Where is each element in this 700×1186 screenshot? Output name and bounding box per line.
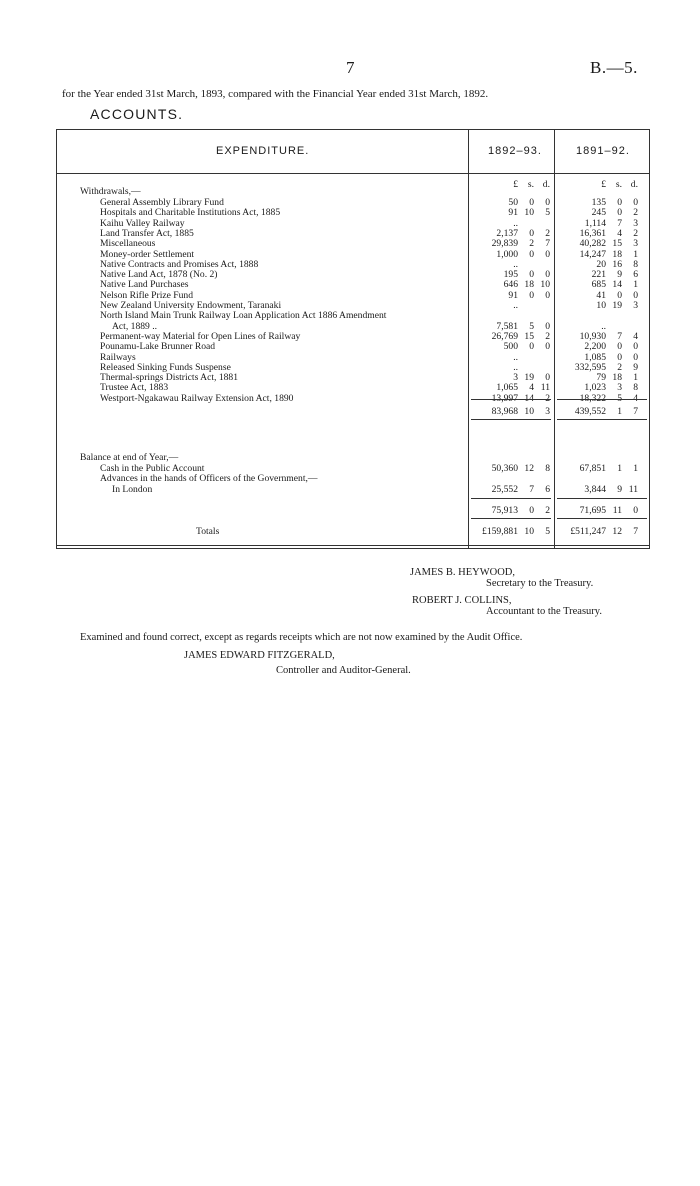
- withdrawal-4-y1-shillings: 2: [529, 238, 534, 250]
- balance-total-row: [56, 505, 650, 517]
- withdrawal-7-y1-shillings: 0: [529, 269, 534, 281]
- withdrawals-total-y2-shillings: 1: [617, 406, 622, 417]
- withdrawal-13-y1-shillings: 15: [524, 330, 534, 342]
- balance-2-y2-pence: 11: [628, 484, 638, 495]
- withdrawal-3-y1-pence: 2: [545, 227, 550, 239]
- balance-subtotal-rule-y2: [557, 498, 647, 499]
- balance-total-y1-shillings: 0: [529, 505, 534, 516]
- withdrawal-13-y2-shillings: 7: [617, 330, 622, 342]
- balance-2-y2-pounds: 3,844: [584, 484, 606, 495]
- balance-total-under-y2: [557, 518, 647, 519]
- withdrawal-0-y1-shillings: 0: [529, 197, 534, 208]
- withdrawal-0-y1-pence: 0: [545, 197, 550, 208]
- balance-total-y1-pence: 2: [545, 505, 550, 516]
- withdrawal-2-y2-pence: 3: [633, 217, 638, 229]
- table-row: [56, 484, 650, 496]
- withdrawal-5-y2-pence: 1: [633, 248, 638, 260]
- withdrawal-7-y2-pounds: 221: [591, 269, 606, 281]
- withdrawal-13-y2-pence: 4: [633, 330, 638, 342]
- balance-0-y1-shillings: 12: [524, 463, 534, 474]
- withdrawal-3-y1-shillings: 0: [529, 227, 534, 239]
- withdrawal-4-y2-pounds: 40,282: [579, 238, 606, 250]
- withdrawals-total-row: [56, 406, 650, 418]
- withdrawals-subtotal-rule-y2: [557, 399, 647, 400]
- withdrawal-5-y2-shillings: 18: [612, 248, 622, 260]
- currency-header-y1-pence: d.: [542, 179, 550, 190]
- withdrawal-9-y2-pounds: 41: [596, 289, 606, 301]
- withdrawal-12-y1-pounds: 7,581: [496, 320, 518, 332]
- audit-statement: Examined and found correct, except as regards receipts which are not now examined by the Audit Office.: [80, 632, 523, 643]
- document-reference: B.—5.: [590, 58, 638, 77]
- table-bottom-rule-double: [56, 548, 650, 549]
- currency-header-y1-shillings: s.: [527, 179, 534, 190]
- withdrawal-3-y1-pounds: 2,137: [496, 227, 518, 239]
- withdrawal-4-y2-shillings: 15: [612, 238, 622, 250]
- withdrawal-17-y1-shillings: 19: [524, 372, 534, 384]
- withdrawal-18-y2-shillings: 3: [617, 382, 622, 394]
- withdrawal-4-y2-pence: 3: [633, 238, 638, 250]
- table-row-label: Released Sinking Funds Suspense: [100, 361, 231, 373]
- table-row-label: Native Land Purchases: [100, 279, 189, 291]
- table-row-label: Act, 1889 ..: [112, 320, 158, 332]
- withdrawal-5-y2-pounds: 14,247: [579, 248, 606, 260]
- signatory-2-name: ROBERT J. COLLINS,: [412, 595, 512, 606]
- withdrawal-17-y2-pence: 1: [633, 372, 638, 384]
- header-year-1892-93: 1892–93.: [488, 145, 542, 157]
- balance-0-y2-pence: 1: [633, 463, 638, 474]
- table-bottom-rule: [56, 545, 650, 546]
- withdrawal-15-y2-pounds: 1,085: [584, 351, 606, 363]
- currency-header-y1-pounds: £: [513, 179, 518, 190]
- balance-0-y1-pounds: 50,360: [491, 463, 518, 474]
- withdrawal-5-y1-shillings: 0: [529, 248, 534, 260]
- withdrawal-1-y2-pounds: 245: [591, 207, 606, 219]
- withdrawals-total-y2-pounds: 439,552: [574, 406, 606, 417]
- grand-total-y1-pounds: £159,881: [482, 526, 518, 537]
- withdrawal-13-y1-pounds: 26,769: [491, 330, 518, 342]
- withdrawal-16-y2-pounds: 332,595: [574, 361, 606, 373]
- signatory-1-title: Secretary to the Treasury.: [486, 578, 594, 589]
- withdrawal-17-y2-shillings: 18: [612, 372, 622, 384]
- withdrawal-4-y1-pence: 7: [545, 238, 550, 250]
- grand-total-row: [56, 526, 650, 538]
- balance-2-y1-shillings: 7: [529, 484, 534, 495]
- withdrawal-9-y2-shillings: 0: [617, 289, 622, 301]
- withdrawal-14-y1-pence: 0: [545, 341, 550, 353]
- balance-2-y1-pence: 6: [545, 484, 550, 495]
- withdrawal-18-y1-shillings: 4: [529, 382, 534, 394]
- withdrawal-10-y1-pounds: ..: [513, 300, 518, 311]
- withdrawal-3-y2-pence: 2: [633, 227, 638, 239]
- table-row-label: Native Contracts and Promises Act, 1888: [100, 258, 259, 270]
- withdrawal-18-y2-pence: 8: [633, 382, 638, 394]
- withdrawal-13-y1-pence: 2: [545, 330, 550, 342]
- withdrawal-8-y2-pounds: 685: [591, 279, 606, 291]
- auditor-name: JAMES EDWARD FITZGERALD,: [184, 650, 335, 661]
- withdrawal-6-y2-shillings: 16: [612, 258, 622, 270]
- withdrawal-18-y1-pence: 11: [540, 382, 550, 394]
- withdrawal-7-y1-pounds: 195: [503, 269, 518, 281]
- withdrawal-1-y2-pence: 2: [633, 207, 638, 219]
- withdrawal-6-y2-pounds: 20: [596, 258, 606, 270]
- withdrawal-9-y1-shillings: 0: [529, 289, 534, 301]
- withdrawals-heading-label: Withdrawals,—: [80, 186, 141, 197]
- balance-2-y1-pounds: 25,552: [491, 484, 518, 495]
- withdrawal-14-y2-pence: 0: [633, 341, 638, 353]
- withdrawal-3-y2-pounds: 16,361: [579, 227, 606, 239]
- table-row-label: North Island Main Trunk Railway Loan Application Act 1886 Amendment: [100, 310, 387, 322]
- withdrawal-0-y2-pounds: 135: [591, 197, 606, 208]
- signatory-1-name: JAMES B. HEYWOOD,: [410, 567, 515, 578]
- auditor-title: Controller and Auditor-General.: [276, 665, 411, 676]
- balance-0-y1-pence: 8: [545, 463, 550, 474]
- page-subtitle: [62, 88, 488, 100]
- currency-header-y2-pence: d.: [630, 179, 638, 190]
- withdrawal-12-y1-pence: 0: [545, 320, 550, 332]
- table-row-label: Nelson Rifle Prize Fund: [100, 289, 193, 301]
- subtitle-text: for the Year ended 31st March, 1893, compared with the Financial Year ended 31st March, 1892.: [62, 88, 489, 100]
- table-row-label: Pounamu-Lake Brunner Road: [100, 341, 216, 353]
- withdrawal-8-y2-shillings: 14: [612, 279, 622, 291]
- withdrawal-9-y2-pence: 0: [633, 289, 638, 301]
- page-number: 7: [346, 58, 355, 77]
- balance-2-y2-shillings: 9: [617, 484, 622, 495]
- balance-0-y2-shillings: 1: [617, 463, 622, 474]
- withdrawal-4-y1-pounds: 29,839: [491, 238, 518, 250]
- withdrawal-10-y2-pounds: 10: [596, 300, 606, 311]
- withdrawal-0-y2-shillings: 0: [617, 197, 622, 208]
- table-row-label: New Zealand University Endowment, Taranaki: [100, 300, 282, 311]
- grand-total-y1-shillings: 10: [524, 526, 534, 537]
- withdrawal-6-y2-pence: 8: [633, 258, 638, 270]
- section-title: ACCOUNTS.: [90, 106, 184, 122]
- header-year-1891-92: 1891–92.: [576, 145, 630, 157]
- withdrawals-total-y1-shillings: 10: [524, 406, 534, 417]
- table-row-label: Hospitals and Charitable Institutions Act, 1885: [100, 207, 281, 219]
- withdrawal-12-y2-pounds: ..: [601, 320, 606, 332]
- totals-label: Totals: [196, 526, 220, 537]
- withdrawal-17-y1-pounds: 3: [513, 372, 518, 384]
- header-expenditure: EXPENDITURE.: [216, 145, 310, 157]
- balance-total-y2-pence: 0: [633, 505, 638, 516]
- withdrawal-5-y1-pence: 0: [545, 248, 550, 260]
- table-row-label: Money-order Settlement: [100, 248, 195, 260]
- accounts-table: [56, 129, 650, 549]
- table-row-label: Thermal-springs Districts Act, 1881: [100, 372, 239, 384]
- withdrawal-1-y2-shillings: 0: [617, 207, 622, 219]
- withdrawal-1-y1-pence: 5: [545, 207, 550, 219]
- table-row-label: Land Transfer Act, 1885: [100, 227, 194, 239]
- withdrawal-10-y2-shillings: 19: [612, 300, 622, 311]
- balance-total-y1-pounds: 75,913: [491, 505, 518, 516]
- withdrawal-10-y2-pence: 3: [633, 300, 638, 311]
- withdrawal-18-y1-pounds: 1,065: [496, 382, 518, 394]
- table-row-label: Cash in the Public Account: [100, 463, 205, 474]
- withdrawal-8-y1-shillings: 18: [524, 279, 534, 291]
- withdrawal-17-y1-pence: 0: [545, 372, 550, 384]
- withdrawal-14-y2-shillings: 0: [617, 341, 622, 353]
- withdrawal-15-y1-pounds: ..: [513, 351, 518, 363]
- table-row-label: Native Land Act, 1878 (No. 2): [100, 269, 218, 281]
- withdrawal-7-y2-shillings: 9: [617, 269, 622, 281]
- withdrawals-total-under-y2: [557, 419, 647, 420]
- withdrawal-15-y2-shillings: 0: [617, 351, 622, 363]
- withdrawal-5-y1-pounds: 1,000: [496, 248, 518, 260]
- table-row-label: In London: [112, 484, 153, 495]
- withdrawal-14-y1-shillings: 0: [529, 341, 534, 353]
- withdrawal-2-y2-shillings: 7: [617, 217, 622, 229]
- withdrawal-16-y1-pounds: ..: [513, 361, 518, 373]
- balance-subtotal-rule-y1: [471, 498, 551, 499]
- withdrawal-9-y1-pounds: 91: [508, 289, 518, 301]
- signatory-2-title: Accountant to the Treasury.: [486, 606, 602, 617]
- withdrawal-18-y2-pounds: 1,023: [584, 382, 606, 394]
- table-row-label: Advances in the hands of Officers of the Government,—: [100, 473, 318, 484]
- table-row-label: Miscellaneous: [100, 238, 156, 250]
- withdrawal-1-y1-shillings: 10: [524, 207, 534, 219]
- table-top-rule: [56, 129, 650, 130]
- withdrawal-6-y1-pounds: ..: [513, 258, 518, 270]
- withdrawal-14-y2-pounds: 2,200: [584, 341, 606, 353]
- withdrawal-9-y1-pence: 0: [545, 289, 550, 301]
- withdrawal-7-y1-pence: 0: [545, 269, 550, 281]
- withdrawal-0-y1-pounds: 50: [508, 197, 518, 208]
- table-row-label: Westport-Ngakawau Railway Extension Act, 1890: [100, 392, 294, 404]
- withdrawal-8-y1-pence: 10: [540, 279, 550, 291]
- withdrawals-total-under-y1: [471, 419, 551, 420]
- table-row-label: Railways: [100, 351, 136, 363]
- withdrawal-2-y2-pounds: 1,114: [584, 217, 606, 229]
- balance-heading-label: Balance at end of Year,—: [80, 452, 179, 463]
- withdrawal-14-y1-pounds: 500: [503, 341, 518, 353]
- header-rule: [56, 173, 650, 174]
- grand-total-y1-pence: 5: [545, 526, 550, 537]
- table-row-label: Trustee Act, 1883: [100, 382, 169, 394]
- withdrawal-13-y2-pounds: 10,930: [579, 330, 606, 342]
- withdrawal-12-y1-shillings: 5: [529, 320, 534, 332]
- withdrawal-3-y2-shillings: 4: [617, 227, 622, 239]
- withdrawal-16-y2-shillings: 2: [617, 361, 622, 373]
- currency-header-y2-pounds: £: [601, 179, 606, 190]
- balance-0-y2-pounds: 67,851: [579, 463, 606, 474]
- withdrawal-16-y2-pence: 9: [633, 361, 638, 373]
- balance-total-y2-shillings: 11: [612, 505, 622, 516]
- table-row-label: Permanent-way Material for Open Lines of Railway: [100, 330, 301, 342]
- withdrawals-subtotal-rule-y1: [471, 399, 551, 400]
- withdrawal-8-y1-pounds: 646: [503, 279, 518, 291]
- grand-total-y2-pence: 7: [633, 526, 638, 537]
- withdrawals-total-y1-pounds: 83,968: [491, 406, 518, 417]
- withdrawals-total-y1-pence: 3: [545, 406, 550, 417]
- withdrawal-8-y2-pence: 1: [633, 279, 638, 291]
- withdrawals-total-y2-pence: 7: [633, 406, 638, 417]
- withdrawal-7-y2-pence: 6: [633, 269, 638, 281]
- grand-total-y2-shillings: 12: [612, 526, 622, 537]
- withdrawal-0-y2-pence: 0: [633, 197, 638, 208]
- balance-total-y2-pounds: 71,695: [579, 505, 606, 516]
- withdrawal-15-y2-pence: 0: [633, 351, 638, 363]
- grand-total-y2-pounds: £511,247: [570, 526, 606, 537]
- withdrawal-17-y2-pounds: 79: [596, 372, 606, 384]
- table-row-label: Kaihu Valley Railway: [100, 217, 185, 229]
- table-row-label: General Assembly Library Fund: [100, 197, 224, 208]
- withdrawal-2-y1-pounds: ..: [513, 217, 518, 229]
- currency-header-y2-shillings: s.: [615, 179, 622, 190]
- balance-total-under-y1: [471, 518, 551, 519]
- withdrawal-1-y1-pounds: 91: [508, 207, 518, 219]
